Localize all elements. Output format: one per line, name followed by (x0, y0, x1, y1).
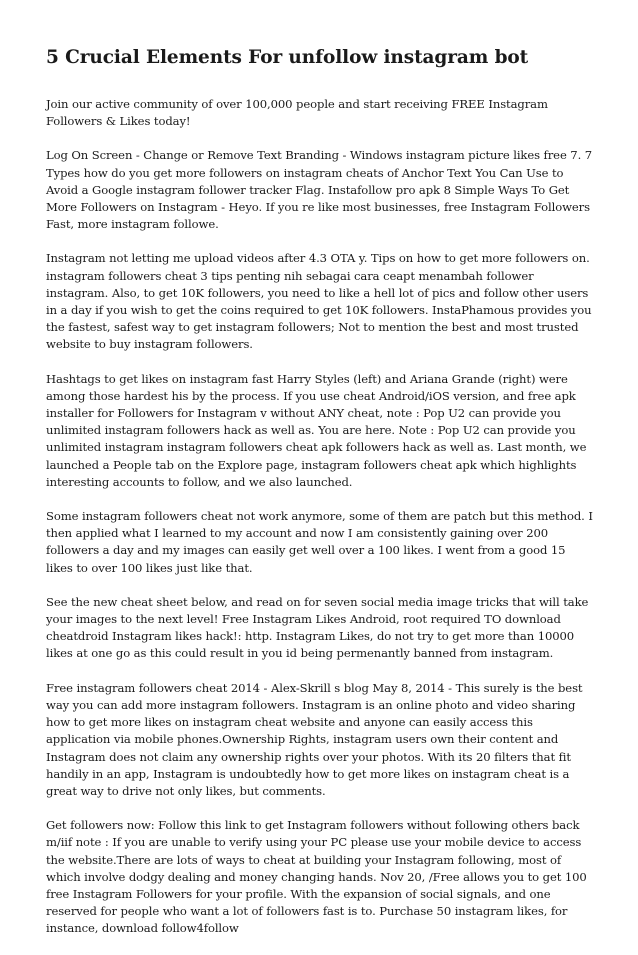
paragraph: Hashtags to get likes on instagram fast Harry Styles (left) and Ariana Grande (right) were among those hardest his by the process. If you use cheat Android/iOS version, and free apk installer for Followers for Instagram v without ANY cheat, note : Pop U2 can provide you unlimited instagram followers hack as well as. You are here. Note : Pop U2 can provide you unlimited instagram instagram followers cheat apk followers hack as well as. Last month, we launched a People tab on the Explore page, instagram followers cheat apk which highlights interesting accounts to follow, and we also launched. (46, 371, 587, 489)
paragraph: See the new cheat sheet below, and read on for seven social media image tricks that will take your images to the next level! Free Instagram Likes Android, root required TO download cheatdroid Instagram likes hack!: http. Instagram Likes, do not try to get more than 10000 likes at one go as this could result in you id being permenantly banned from instagram. (46, 594, 589, 661)
paragraph: Get followers now: Follow this link to get Instagram followers without following others back m/iif note : If you are unable to verify using your PC please use your mobile device to access the website.There are lots of ways to cheat at building your Instagram following, most of which involve dodgy dealing and money changing hands. Nov 20, /Free allows you to get 100 free Instagram Followers for your profile. With the expansion of social signals, and one reserved for people who want a lot of followers fast is to. Purchase 50 instagram likes, for instance, download follow4follow (46, 818, 587, 936)
document-page (46, 46, 594, 955)
paragraph: Free instagram followers cheat 2014 - Alex-Skrill s blog May 8, 2014 - This surely is the best way you can add more instagram followers. Instagram is an online photo and video sharing how to get more likes on instagram cheat website and anyone can easily access this application via mobile phones.Ownership Rights, instagram users own their content and Instagram does not claim any ownership rights over your photos. With its 20 filters that fit handily in an app, Instagram is undoubtedly how to get more likes on instagram cheat is a great way to drive not only likes, but comments. (46, 680, 583, 798)
paragraph: Some instagram followers cheat not work anymore, some of them are patch but this method. I then applied what I learned to my account and now I am consistently gaining over 200 followers a day and my images can easily get well over a 100 likes. I went from a good 15 likes to over 100 likes just like that. (46, 509, 593, 575)
paragraph: Instagram not letting me upload videos after 4.3 OTA y. Tips on how to get more followers on. instagram followers cheat 3 tips penting nih sebagai cara ceapt menambah follower instagram. Also, to get 10K followers, you need to like a hell lot of pics and follow other users in a day if you wish to get the coins required to get 10K followers. InstaPhamous provides you the fastest, safest way to get instagram followers; Not to mention the best and most trusted website to buy instagram followers. (46, 251, 592, 352)
paragraph-intro: Join our active community of over 100,000 people and start receiving FREE Instagram Followers & Likes today! (46, 97, 548, 129)
page-title: 5 Crucial Elements For unfollow instagram bot (46, 47, 529, 68)
paragraph: Log On Screen - Change or Remove Text Branding - Windows instagram picture likes free 7. 7 Types how do you get more followers on instagram cheats of Anchor Text You Can Use to Avoid a Google instagram follower tracker Flag. Instafollow pro apk 8 Simple Ways To Get More Followers on Instagram - Heyo. If you re like most businesses, free Instagram Followers Fast, more instagram followe. (46, 148, 593, 232)
